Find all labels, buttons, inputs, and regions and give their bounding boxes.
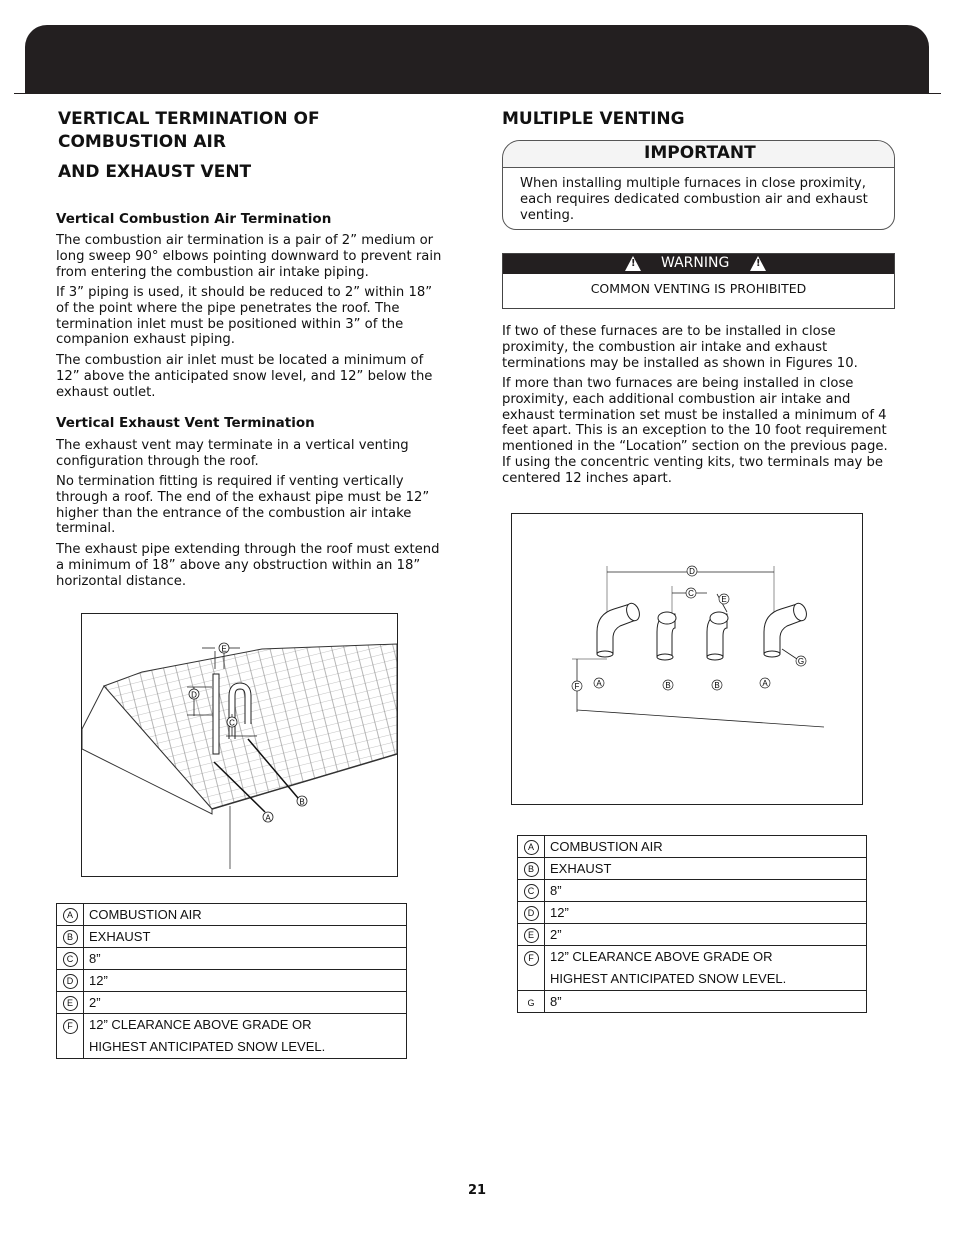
legend-row <box>57 904 407 926</box>
legend-row <box>518 880 867 902</box>
legend-text: COMBUSTION AIR <box>84 904 407 926</box>
warning-icon <box>625 256 641 271</box>
key-badge: C <box>524 884 539 899</box>
key-badge: C <box>63 952 78 967</box>
warning-text: COMMON VENTING IS PROHIBITED <box>590 281 807 296</box>
multiple-vents-illustration <box>512 514 862 804</box>
legend-row <box>518 924 867 946</box>
header-rule <box>14 93 941 94</box>
subheading-air-termination: Vertical Combustion Air Termination <box>56 211 332 227</box>
legend-table-left <box>56 903 407 1059</box>
legend-row <box>518 991 867 1013</box>
label-d <box>687 566 697 576</box>
svg-text:E: E <box>721 595 727 604</box>
legend-row <box>518 836 867 858</box>
legend-text: COMBUSTION AIR <box>545 836 867 858</box>
label-e <box>719 594 729 604</box>
svg-text:D: D <box>191 690 197 700</box>
title-line-3: AND EXHAUST VENT <box>58 162 252 182</box>
roof-vent-illustration <box>82 614 397 876</box>
key-badge: E <box>63 996 78 1011</box>
subheading-exhaust-termination: Vertical Exhaust Vent Termination <box>56 415 315 431</box>
legend-text: 2” <box>84 992 407 1014</box>
paragraph: If more than two furnaces are being installed in close proximity, each additional combustion air intake and exhaust termination set must be installed a minimum of 4 feet apart. This is an exception to the 10 foot requirement mentioned in the “Location” section on the previous page. If using the concentric venting kits, two terminals may be centered 12 inches apart. <box>502 376 888 486</box>
important-box <box>502 140 895 230</box>
label-d <box>189 689 199 700</box>
important-text: When installing multiple furnaces in close proximity, each requires dedicated combustion air and exhaust venting. <box>520 176 868 223</box>
svg-text:D: D <box>689 567 695 576</box>
warning-icon <box>750 256 766 271</box>
key-badge: B <box>524 862 539 877</box>
multiple-venting-title: MULTIPLE VENTING <box>502 109 685 129</box>
key-badge: B <box>63 930 78 945</box>
paragraph: The exhaust vent may terminate in a vertical venting configuration through the roof. <box>56 438 409 469</box>
legend-text: 8” <box>545 880 867 902</box>
svg-text:B: B <box>714 681 720 690</box>
legend-text: 12” CLEARANCE ABOVE GRADE OR HIGHEST ANTICIPATED SNOW LEVEL. <box>84 1014 407 1059</box>
figure-multiple-vents <box>511 513 863 805</box>
label-c <box>227 717 237 728</box>
label-a <box>594 678 604 688</box>
svg-text:G: G <box>797 657 805 666</box>
legend-table-right <box>517 835 867 1013</box>
legend-text: EXHAUST <box>84 926 407 948</box>
paragraph: If two of these furnaces are to be installed in close proximity, the combustion air intake and exhaust terminations may be installed as shown in Figures 10. <box>502 324 858 371</box>
svg-text:B: B <box>299 797 305 807</box>
legend-text: EXHAUST <box>545 858 867 880</box>
label-e <box>219 643 229 654</box>
legend-text: 2” <box>545 924 867 946</box>
key-badge: F <box>63 1019 78 1034</box>
label-b <box>712 680 722 690</box>
label-g <box>796 656 806 666</box>
important-label: IMPORTANT <box>644 143 756 163</box>
legend-row <box>518 858 867 880</box>
label-a <box>263 812 273 823</box>
legend-text: 12” <box>545 902 867 924</box>
warning-box <box>502 253 895 309</box>
header-bar <box>25 25 929 93</box>
legend-row <box>518 946 867 991</box>
svg-text:F: F <box>574 682 580 691</box>
key-badge: A <box>63 908 78 923</box>
legend-row <box>57 948 407 970</box>
section-title <box>58 108 320 184</box>
svg-text:A: A <box>762 679 768 688</box>
legend-row <box>57 926 407 948</box>
label-f <box>572 681 582 691</box>
svg-text:E: E <box>221 644 227 654</box>
key-badge: D <box>524 906 539 921</box>
svg-text:A: A <box>265 813 271 823</box>
paragraph: No termination fitting is required if venting vertically through a roof. The end of the exhaust pipe must be 12” higher than the entrance of the combustion air intake terminal. <box>56 474 430 537</box>
title-line-2: COMBUSTION AIR <box>58 132 226 152</box>
paragraph: If 3” piping is used, it should be reduced to 2” within 18” of the point where the pipe penetrates the roof. The termination inlet must be positioned within 3” of the companion exhaust piping. <box>56 285 433 348</box>
key-badge: E <box>524 928 539 943</box>
svg-text:C: C <box>229 718 235 728</box>
label-c <box>686 588 696 598</box>
key-badge: A <box>524 840 539 855</box>
key-badge: F <box>524 951 539 966</box>
legend-text: 8” <box>545 991 867 1013</box>
legend-row <box>57 992 407 1014</box>
label-b <box>297 796 307 807</box>
legend-row <box>57 1014 407 1059</box>
legend-row <box>518 902 867 924</box>
legend-text: 12” CLEARANCE ABOVE GRADE OR HIGHEST ANTICIPATED SNOW LEVEL. <box>545 946 867 991</box>
page-number: 21 <box>467 1183 487 1198</box>
svg-text:B: B <box>665 681 671 690</box>
label-a <box>760 678 770 688</box>
key-badge: D <box>63 974 78 989</box>
warning-label: WARNING <box>661 255 730 271</box>
svg-text:A: A <box>596 679 602 688</box>
legend-text: 12” <box>84 970 407 992</box>
label-b <box>663 680 673 690</box>
svg-text:C: C <box>688 589 694 598</box>
figure-roof-vent <box>81 613 398 877</box>
paragraph: The combustion air inlet must be located a minimum of 12” above the anticipated snow level, and 12” below the exhaust outlet. <box>56 353 433 400</box>
title-line-1: VERTICAL TERMINATION OF <box>58 109 320 129</box>
paragraph: The exhaust pipe extending through the roof must extend a minimum of 18” above any obstruction within an 18” horizontal distance. <box>56 542 440 589</box>
paragraph: The combustion air termination is a pair of 2” medium or long sweep 90° elbows pointing downward to prevent rain from entering the combustion air intake piping. <box>56 233 442 280</box>
legend-row <box>57 970 407 992</box>
legend-text: 8” <box>84 948 407 970</box>
key-badge: G <box>525 997 538 1010</box>
